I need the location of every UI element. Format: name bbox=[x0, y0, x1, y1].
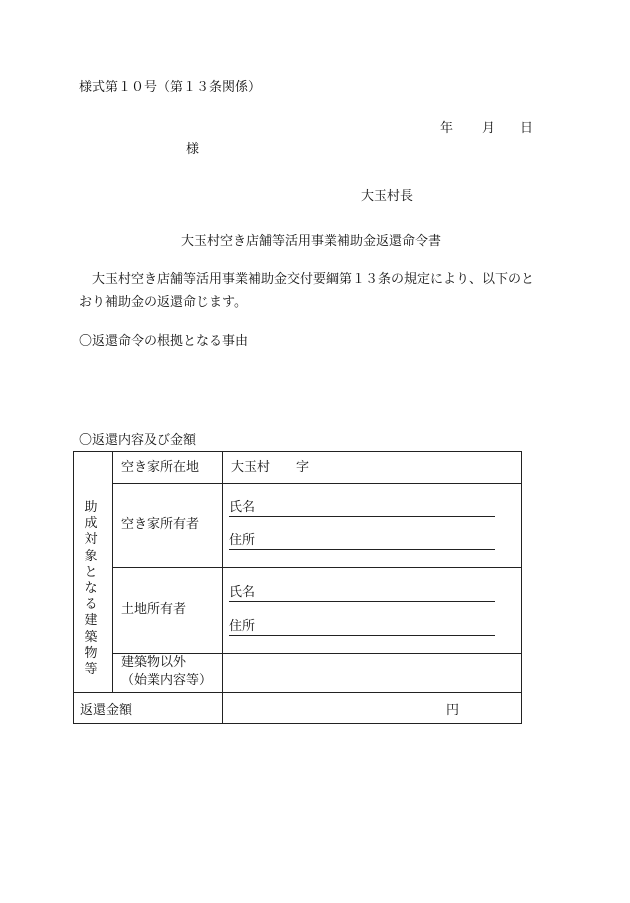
recipient-suffix: 様 bbox=[186, 142, 200, 157]
table-divider bbox=[112, 653, 521, 654]
house-owner-name-line bbox=[229, 516, 495, 517]
location-label: 空き家所在地 bbox=[121, 460, 200, 475]
building-group-label: 助成対象となる建築物等 bbox=[84, 500, 98, 678]
land-owner-label: 土地所有者 bbox=[121, 602, 187, 617]
reason-section-heading: 〇返還命令の根拠となる事由 bbox=[79, 334, 249, 349]
land-owner-name-label: 氏名 bbox=[229, 585, 256, 600]
document-title: 大玉村空き店舗等活用事業補助金返還命令書 bbox=[181, 234, 442, 249]
details-section-heading: 〇返還内容及び金額 bbox=[79, 433, 197, 448]
issuer-name: 大玉村長 bbox=[361, 189, 414, 204]
house-owner-label: 空き家所有者 bbox=[121, 517, 200, 532]
amount-label: 返還金額 bbox=[80, 703, 133, 718]
house-owner-address-line bbox=[229, 549, 495, 550]
table-divider bbox=[112, 483, 521, 484]
house-owner-address-label: 住所 bbox=[229, 533, 256, 548]
form-number: 様式第１０号（第１３条関係） bbox=[79, 80, 262, 95]
date-year-label: 年 bbox=[440, 121, 454, 136]
date-month-label: 月 bbox=[482, 121, 496, 136]
house-owner-name-label: 氏名 bbox=[229, 500, 256, 515]
body-text-line-2: おり補助金の返還命じます。 bbox=[79, 295, 247, 310]
table-divider bbox=[112, 452, 113, 692]
amount-unit: 円 bbox=[446, 703, 460, 718]
land-owner-name-line bbox=[229, 601, 495, 602]
table-divider bbox=[74, 692, 521, 693]
land-owner-address-label: 住所 bbox=[229, 619, 256, 634]
location-value: 大玉村 字 bbox=[231, 460, 310, 475]
body-text-line-1: 大玉村空き店舗等活用事業補助金交付要綱第１３条の規定により、以下のと bbox=[79, 272, 535, 287]
other-label-line-1: 建築物以外 bbox=[121, 655, 187, 670]
land-owner-address-line bbox=[229, 635, 495, 636]
date-day-label: 日 bbox=[520, 121, 534, 136]
other-label-line-2: （始業内容等） bbox=[121, 673, 213, 688]
table-divider bbox=[222, 452, 223, 723]
details-table bbox=[73, 451, 522, 724]
table-divider bbox=[112, 567, 521, 568]
